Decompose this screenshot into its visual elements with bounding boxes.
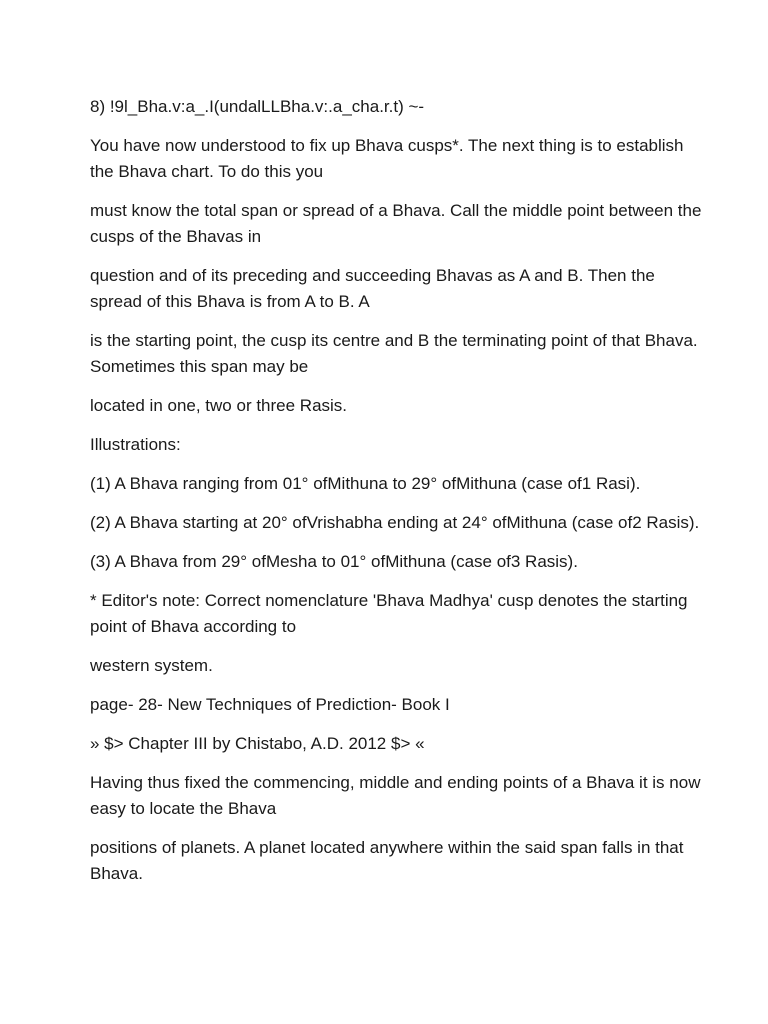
paragraph: question and of its preceding and succeeding Bhavas as A and B. Then the spread of this Bhava is from A to B. A [90, 266, 655, 311]
paragraph: is the starting point, the cusp its centre and B the terminating point of that Bhava. Sometimes this span may be [90, 331, 698, 376]
illustration-item: (1) A Bhava ranging from 01° ofMithuna to 29° ofMithuna (case of1 Rasi). [90, 474, 641, 493]
editor-note-continuation: western system. [90, 656, 213, 675]
paragraph: Having thus fixed the commencing, middle and ending points of a Bhava it is now easy to locate the Bhava [90, 773, 701, 818]
section-heading: 8) !9l_Bha.v:a_.I(undalLLBha.v:.a_cha.r.t) ~- [90, 97, 425, 116]
page-footer: page- 28- New Techniques of Prediction- Book I [90, 695, 450, 714]
paragraph: must know the total span or spread of a Bhava. Call the middle point between the cusps of the Bhavas in [90, 201, 702, 246]
illustrations-heading: Illustrations: [90, 435, 181, 454]
paragraph: located in one, two or three Rasis. [90, 396, 348, 415]
paragraph: positions of planets. A planet located anywhere within the said span falls in that Bhava. [90, 838, 684, 883]
illustration-item: (3) A Bhava from 29° ofMesha to 01° ofMithuna (case of3 Rasis). [90, 552, 578, 571]
paragraph: You have now understood to fix up Bhava cusps*. The next thing is to establish the Bhava chart. To do this you [90, 136, 684, 181]
editor-note: * Editor's note: Correct nomenclature 'Bhava Madhya' cusp denotes the starting point of Bhava according to [90, 591, 688, 636]
chapter-header: » $> Chapter III by Chistabo, A.D. 2012 $> « [90, 734, 425, 753]
illustration-item: (2) A Bhava starting at 20° ofVrishabha ending at 24° ofMithuna (case of2 Rasis). [90, 513, 700, 532]
